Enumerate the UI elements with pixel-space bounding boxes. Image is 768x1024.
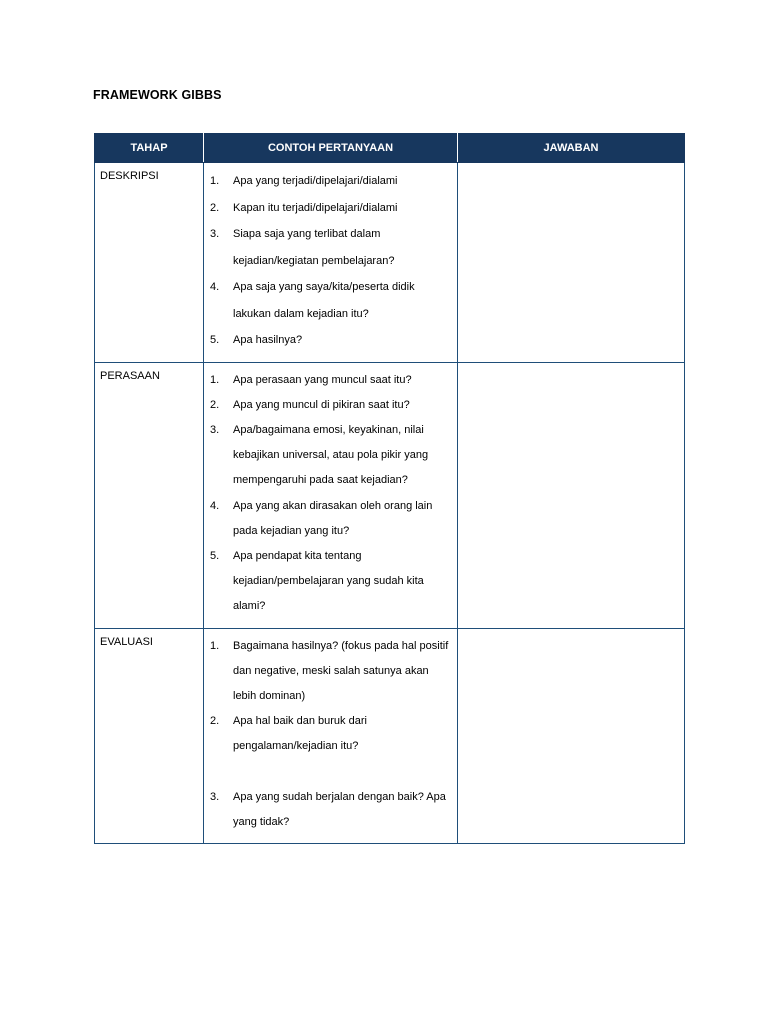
question-number: 3. — [210, 228, 220, 240]
column-header-tahap: TAHAP — [95, 134, 204, 163]
question-number: 2. — [210, 201, 220, 214]
stage-label: DESKRIPSI — [100, 170, 159, 182]
question-item — [210, 634, 451, 710]
question-text: Kapan itu terjadi/dipelajari/dialami — [233, 201, 398, 214]
answer-cell[interactable] — [458, 362, 685, 628]
gibbs-framework-table — [94, 133, 685, 844]
table-header-row — [95, 134, 685, 163]
table-row-evaluasi — [95, 628, 685, 843]
question-list — [204, 163, 457, 362]
question-text: Apa saja yang saya/kita/peserta didik lakukan dalam kejadian itu? — [233, 281, 415, 320]
question-list — [204, 629, 457, 843]
question-item — [210, 327, 451, 354]
table-row-deskripsi — [95, 163, 685, 363]
question-item — [210, 368, 451, 393]
question-number: 4. — [210, 281, 220, 293]
question-text: Siapa saja yang terlibat dalam kejadian/kegiatan pembelajaran? — [233, 228, 395, 267]
question-number: 2. — [210, 715, 220, 728]
stage-cell — [95, 362, 204, 628]
question-number: 4. — [210, 499, 220, 512]
question-text: Apa yang terjadi/dipelajari/dialami — [233, 175, 398, 187]
question-text: Apa yang akan dirasakan oleh orang lain pada kejadian yang itu? — [233, 499, 433, 537]
question-text: Apa hal baik dan buruk dari pengalaman/kejadian itu? — [233, 715, 367, 753]
questions-cell — [204, 163, 458, 363]
column-header-jawaban: JAWABAN — [458, 134, 685, 163]
answer-cell[interactable] — [458, 163, 685, 363]
question-number: 1. — [210, 373, 220, 386]
answer-cell[interactable] — [458, 628, 685, 843]
document-title: FRAMEWORK GIBBS — [93, 88, 222, 102]
question-item — [210, 785, 451, 835]
questions-cell — [204, 362, 458, 628]
questions-cell — [204, 628, 458, 843]
question-text: Apa yang sudah berjalan dengan baik? Apa yang tidak? — [233, 790, 446, 828]
stage-label: PERASAAN — [100, 369, 160, 382]
question-item — [210, 393, 451, 418]
question-text: Apa/bagaimana emosi, keyakinan, nilai kebajikan universal, atau pola pikir yang mempengaruhi pada saat kejadian? — [233, 423, 429, 487]
question-item — [210, 221, 451, 274]
question-item — [210, 418, 451, 494]
question-number: 5. — [210, 549, 220, 562]
question-text: Apa yang muncul di pikiran saat itu? — [233, 398, 410, 411]
question-number: 3. — [210, 790, 220, 803]
question-number: 2. — [210, 398, 220, 411]
question-number: 1. — [210, 639, 220, 652]
question-text: Apa perasaan yang muncul saat itu? — [233, 373, 412, 386]
question-item — [210, 195, 451, 222]
question-item — [210, 494, 451, 544]
question-item — [210, 274, 451, 327]
stage-label: EVALUASI — [100, 635, 153, 648]
question-number: 1. — [210, 175, 220, 187]
stage-cell — [95, 163, 204, 363]
question-number: 3. — [210, 423, 220, 436]
question-number: 5. — [210, 334, 220, 346]
stage-cell — [95, 628, 204, 843]
question-item — [210, 544, 451, 620]
question-list — [204, 363, 457, 628]
question-text: Apa pendapat kita tentang kejadian/pembelajaran yang sudah kita alami? — [233, 549, 424, 613]
question-text: Apa hasilnya? — [233, 334, 303, 346]
table-row-perasaan — [95, 362, 685, 628]
question-item — [210, 168, 451, 195]
question-text: Bagaimana hasilnya? (fokus pada hal positif dan negative, meski salah satunya akan lebih dominan) — [233, 639, 449, 702]
question-item — [210, 709, 451, 759]
column-header-contoh-pertanyaan: CONTOH PERTANYAAN — [204, 134, 458, 163]
